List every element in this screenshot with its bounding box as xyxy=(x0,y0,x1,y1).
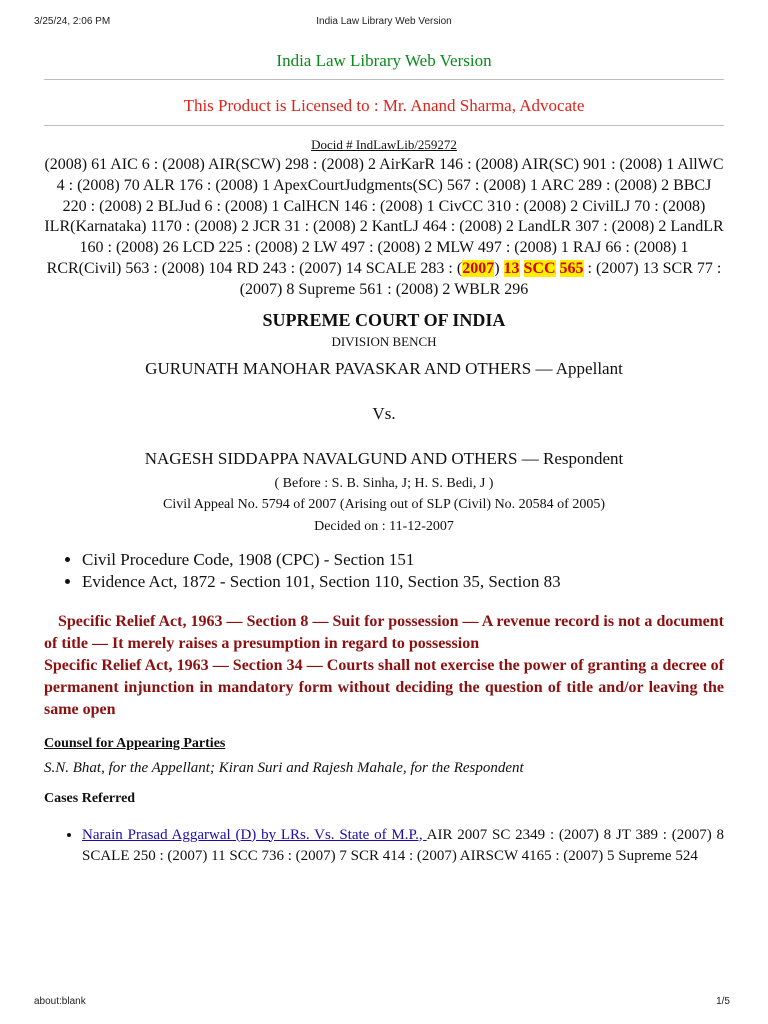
bench-type: DIVISION BENCH xyxy=(331,333,437,349)
acts-list xyxy=(44,549,724,593)
divider xyxy=(44,125,724,126)
print-url: about:blank xyxy=(34,996,86,1007)
divider xyxy=(44,79,724,80)
site-title: India Law Library Web Version xyxy=(276,51,492,70)
case-link[interactable]: Narain Prasad Aggarwal (D) by LRs. Vs. State of M.P., xyxy=(82,826,427,843)
document-body xyxy=(44,48,724,867)
counsel-heading: Counsel for Appearing Parties xyxy=(44,735,226,751)
case-item xyxy=(82,825,724,867)
print-page-number: 1/5 xyxy=(716,996,730,1007)
judges: ( Before : S. B. Sinha, J; H. S. Bedi, J ) xyxy=(274,475,494,491)
case-citation: AIR 2007 SC 2349 : (2007) 8 JT 389 : (2007) 8 SCALE 250 : (2007) 11 SCC 736 : (2007) 7 SCR 414 : (2007) AIRSCW 4165 : (2007) 5 Supreme 524 xyxy=(82,826,724,864)
headnotes xyxy=(44,611,724,721)
citation-space xyxy=(520,260,524,277)
appeal-number: Civil Appeal No. 5794 of 2007 (Arising out of SLP (Civil) No. 20584 of 2005) xyxy=(162,496,606,512)
decided-date: Decided on : 11-12-2007 xyxy=(314,518,454,534)
highlight-year: 2007 xyxy=(462,259,495,277)
act-item: • Evidence Act, 1872 - Section 101, Section 110, Section 35, Section 83 xyxy=(82,571,724,593)
court-name: SUPREME COURT OF INDIA xyxy=(262,309,506,330)
highlight-page: 565 xyxy=(559,259,584,277)
license-notice: This Product is Licensed to : Mr. Anand Sharma, Advocate xyxy=(183,96,585,115)
highlight-reporter: SCC xyxy=(523,259,556,277)
citations-text: (2008) 61 AIC 6 : (2008) AIR(SCW) 298 : (2008) 2 AirKarR 146 : (2008) AIR(SC) 901 : (2008) 1 AllWC 4 : (2008) 70 ALR 176 : (2008) 1 ApexCourtJudgments(SC) 567 : (2008) 1 ARC 289 : (2008) 2 BBCJ 220 : (2008) 2 BLJud 6 : (2008) 1 CalHCN 146 : (2008) 1 CivCC 310 : (2008) 2 CivilLJ 70 : (2008) ILR(Karnataka) 1170 : (2008) 2 JCR 31 : (2008) 2 KantLJ 464 : (2008) 2 LandLR 307 : (2008) 2 LandLR 160 : (2008) 26 LCD 225 : (2008) 2 LW 497 : (2008) 2 MLW 497 : (2008) 1 RAJ 66 : (2008) 1 RCR(Civil) 563 : (2008) 104 RD 243 : (2007) 14 SCALE 283 : ( xyxy=(44,156,724,277)
print-header xyxy=(0,16,768,30)
appellant: GURUNATH MANOHAR PAVASKAR AND OTHERS — Appellant xyxy=(145,358,623,378)
counsel-text: S.N. Bhat, for the Appellant; Kiran Suri and Rajesh Mahale, for the Respondent xyxy=(44,759,524,776)
headnote: Specific Relief Act, 1963 — Section 34 — Courts shall not exercise the power of granting a decree of permanent injunction in mandatory form without deciding the question of title and/or leaving the same open xyxy=(44,656,724,718)
citations-text-tail: : (2007) 13 SCR 77 : (2007) 8 Supreme 561 : (2008) 2 WBLR 296 xyxy=(239,259,722,298)
cases-heading: Cases Referred xyxy=(44,790,136,806)
act-item: • Civil Procedure Code, 1908 (CPC) - Section 151 xyxy=(82,549,724,571)
print-footer xyxy=(0,996,768,1010)
respondent: NAGESH SIDDAPPA NAVALGUND AND OTHERS — Respondent xyxy=(144,448,624,468)
cases-list xyxy=(44,825,724,867)
citations-list xyxy=(44,155,724,301)
headnote: Specific Relief Act, 1963 — Section 8 — Suit for possession — A revenue record is not a document of title — It merely raises a presumption in regard to possession xyxy=(44,612,724,652)
versus: Vs. xyxy=(372,403,396,423)
highlight-volume: 13 xyxy=(503,259,520,277)
print-datetime: 3/25/24, 2:06 PM xyxy=(34,16,111,27)
print-title: India Law Library Web Version xyxy=(316,16,452,27)
citation-paren: ) xyxy=(494,259,504,277)
citation-space xyxy=(556,260,560,277)
docid: Docid # IndLawLib/259272 xyxy=(311,137,457,152)
